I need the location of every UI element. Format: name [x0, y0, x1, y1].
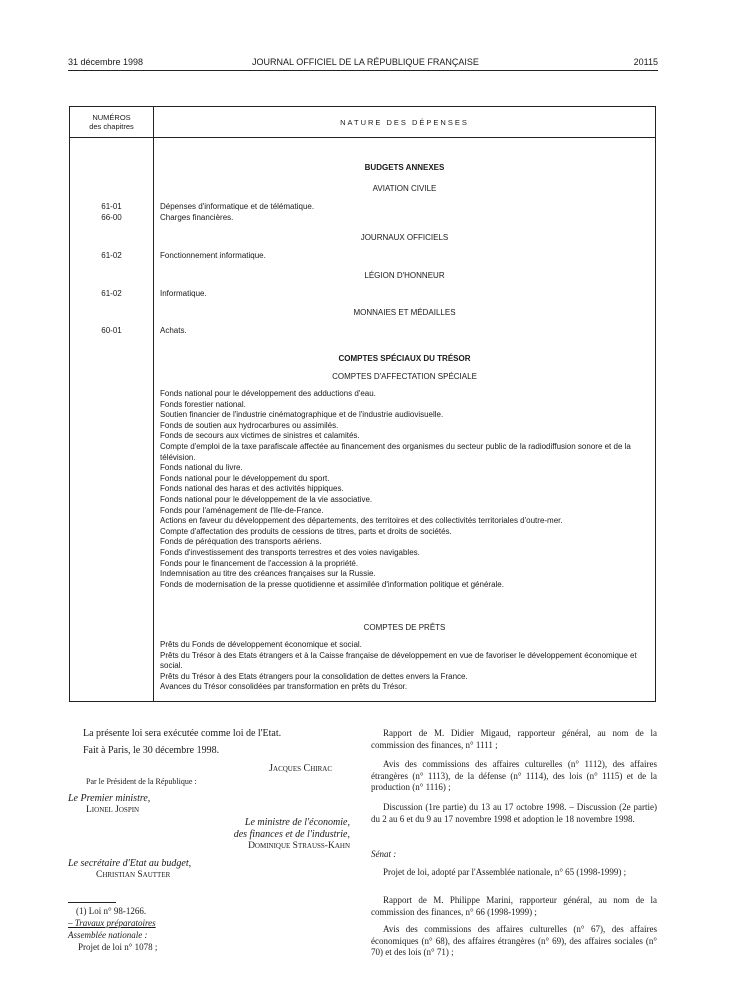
list-item: Compte d'emploi de la taxe parafiscale affectée au financement des organismes du secteur public de la radiodiffusion sonore et de la télévision.	[160, 441, 631, 462]
list-item: Fonds national pour le développement de la vie associative.	[160, 494, 373, 504]
list-item: Compte d'affectation des produits de cessions de titres, parts et droits de sociétés.	[160, 526, 452, 536]
list-item: Soutien financier de l'industrie cinématographique et de l'industrie audiovisuelle.	[160, 410, 444, 420]
section-budgets-annexes: BUDGETS ANNEXES	[364, 163, 445, 172]
list-item: Fonds de secours aux victimes de sinistres et calamités.	[160, 431, 360, 441]
chapter-description: Informatique.	[160, 289, 207, 298]
list-item: Fonds national pour le développement du sport.	[160, 473, 330, 483]
par-le-president: Par le Président de la République :	[86, 777, 197, 786]
column-header-chapters-line1: NUMÉROS	[92, 113, 131, 122]
minister-name: Dominique Strauss-Kahn	[248, 841, 350, 851]
chapter-description: Achats.	[160, 326, 187, 335]
minister-title-1: Le ministre de l'économie,	[244, 817, 350, 828]
prets-list	[160, 640, 649, 693]
chapter-description: Charges financières.	[160, 213, 234, 222]
section-aviation-civile: AVIATION CIVILE	[372, 184, 437, 193]
section-journaux-officiels: JOURNAUX OFFICIELS	[360, 233, 449, 242]
list-item: Avances du Trésor consolidées par transformation en prêts du Trésor.	[160, 682, 408, 692]
list-item: Fonds de péréquation des transports aériens.	[160, 537, 322, 547]
header-date: 31 décembre 1998	[68, 57, 144, 67]
chapter-code: 61-02	[101, 289, 122, 298]
list-item: Indemnisation au titre des créances françaises sur la Russie.	[160, 569, 376, 579]
chapter-description: Fonctionnement informatique.	[160, 251, 266, 260]
header-row-divider	[70, 137, 655, 138]
page-number: 20115	[633, 57, 658, 67]
footnote-travaux: – Travaux préparatoires	[68, 918, 156, 928]
journal-title: JOURNAL OFFICIEL DE LA RÉPUBLIQUE FRANÇAISE	[252, 57, 479, 67]
signature-place-date: Fait à Paris, le 30 décembre 1998.	[83, 745, 220, 756]
president-name: Jacques Chirac	[269, 763, 332, 774]
paragraph-avis-senat: Avis des commissions des affaires culturelles (n° 67), des affaires économiques (n° 68), des affaires étrangères (n° 69), des affaires sociales (n° 70) et des lois (n° 71) ;	[371, 924, 657, 958]
footnote-assemblee: Assemblée nationale :	[68, 930, 148, 940]
pm-name: Lionel Jospin	[86, 805, 140, 815]
list-item: Fonds de soutien aux hydrocarbures ou assimilés.	[160, 420, 339, 430]
paragraph-discussion: Discussion (1re partie) du 13 au 17 octobre 1998. – Discussion (2e partie) du 2 au 6 et du 9 au 17 novembre 1998 et adoption le 18 novembre 1998.	[371, 802, 657, 824]
list-item: Fonds national du livre.	[160, 463, 243, 473]
chapter-code: 60-01	[101, 326, 122, 335]
list-item: Prêts du Trésor à des Etats étrangers et à la Caisse française de développement en vue de favoriser le développement économique et social.	[160, 650, 637, 671]
list-item: Fonds pour l'aménagement de l'Ile-de-France.	[160, 505, 324, 515]
list-item: Fonds de modernisation de la presse quotidienne et assimilée d'information politique et générale.	[160, 579, 504, 589]
chapter-code: 66-00	[101, 213, 122, 222]
chapter-code: 61-02	[101, 251, 122, 260]
paragraph-rapport-marini: Rapport de M. Philippe Marini, rapporteur général, au nom de la commission des finances, n° 66 (1998-1999) ;	[371, 895, 657, 917]
paragraph-avis-an: Avis des commissions des affaires culturelles (n° 1112), des affaires étrangères (n° 1113), de la défense (n° 1114), des lois (n° 1115) et de la production (n° 1116) ;	[371, 759, 657, 793]
senat-heading: Sénat :	[371, 849, 397, 859]
execution-clause: La présente loi sera exécutée comme loi de l'Etat.	[83, 728, 282, 739]
list-item: Prêts du Fonds de développement économique et social.	[160, 640, 362, 649]
list-item: Fonds d'investissement des transports terrestres et des voies navigables.	[160, 547, 420, 557]
column-header-chapters-line2: des chapitres	[89, 122, 134, 131]
column-divider	[153, 107, 154, 701]
pm-title: Le Premier ministre,	[68, 793, 151, 804]
footnote-loi: (1) Loi n° 98-1266.	[76, 906, 147, 916]
footnote-rule	[68, 902, 116, 903]
chapter-description: Dépenses d'informatique et de télématique.	[160, 202, 315, 211]
expenses-table	[69, 106, 656, 702]
footnote-projet: Projet de loi n° 1078 ;	[78, 942, 158, 952]
header-rule	[68, 70, 658, 71]
column-header-nature: NATURE DES DÉPENSES	[340, 118, 469, 127]
section-comptes-speciaux: COMPTES SPÉCIAUX DU TRÉSOR	[338, 354, 471, 363]
list-item: Fonds forestier national.	[160, 399, 246, 409]
affectation-list	[160, 389, 649, 590]
minister-title-2: des finances et de l'industrie,	[233, 829, 350, 840]
paragraph-projet-senat: Projet de loi, adopté par l'Assemblée nationale, n° 65 (1998-1999) ;	[383, 867, 627, 877]
section-monnaies-medailles: MONNAIES ET MÉDAILLES	[353, 308, 456, 317]
secretary-title: Le secrétaire d'Etat au budget,	[68, 858, 192, 869]
list-item: Prêts du Trésor à des Etats étrangers pour la consolidation de dettes envers la France.	[160, 671, 468, 681]
paragraph-rapport-migaud: Rapport de M. Didier Migaud, rapporteur général, au nom de la commission des finances, n° 1111 ;	[371, 728, 657, 750]
section-comptes-affectation: COMPTES D'AFFECTATION SPÉCIALE	[332, 372, 477, 381]
list-item: Fonds national des haras et des activités hippiques.	[160, 484, 344, 494]
list-item: Actions en faveur du développement des départements, des territoires et des collectivités territoriales d'outre-mer.	[160, 516, 563, 526]
section-legion-honneur: LÉGION D'HONNEUR	[364, 271, 445, 280]
section-comptes-prets: COMPTES DE PRÊTS	[363, 623, 446, 632]
list-item: Fonds pour le financement de l'accession à la propriété.	[160, 558, 359, 568]
chapter-code: 61-01	[101, 202, 122, 211]
column-header-chapters	[70, 113, 153, 131]
secretary-name: Christian Sautter	[96, 870, 171, 880]
list-item: Fonds national pour le développement des adductions d'eau.	[160, 389, 376, 398]
